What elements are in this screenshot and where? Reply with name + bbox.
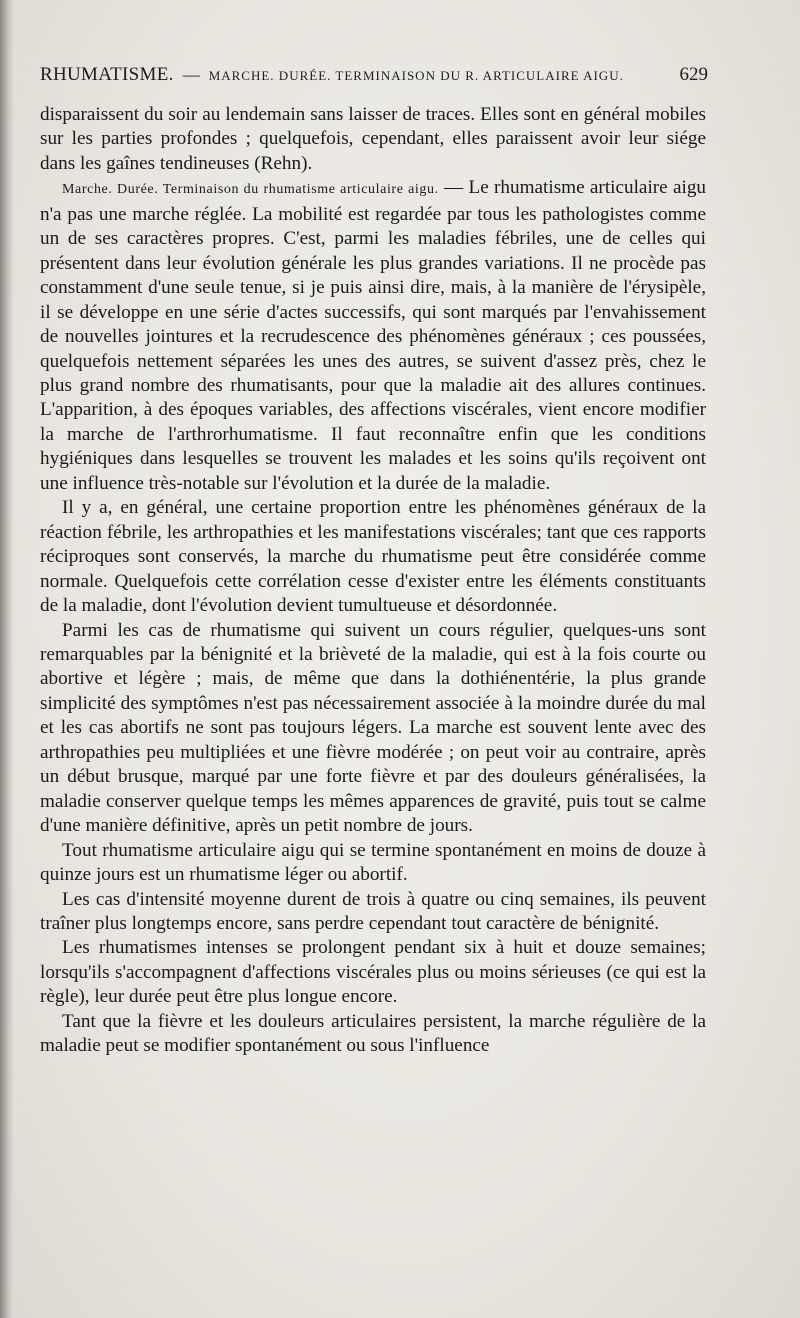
header-separator: — xyxy=(182,65,200,84)
paragraph: Les cas d'intensité moyenne durent de trois à quatre ou cinq semaines, ils peuvent traîner plus longtemps encore, sans perdre cependant tout caractère de bénignité. xyxy=(40,888,706,934)
paragraph: Il y a, en général, une certaine proportion entre les phénomènes généraux de la réaction fébrile, les arthropathies et les manifestations viscérales; tant que ces rapports réciproques sont conservés, la marche du rhumatisme peut être considérée comme normale. Quelquefois cette corrélation cesse d'exister entre les éléments constituants de la maladie, dont l'évolution devient tumultueuse et désordonnée. xyxy=(40,497,706,617)
paragraph-continues: Tant que la fièvre et les douleurs articulaires persistent, la marche régulière de la maladie peut se modifier spontanément ou sous l'influence xyxy=(40,1010,706,1057)
page-number: 629 xyxy=(679,64,708,85)
running-subtitle: MARCHE. DURÉE. TERMINAISON DU R. ARTICULAIRE AIGU. xyxy=(208,68,624,83)
paragraph: Tout rhumatisme articulaire aigu qui se termine spontanément en moins de douze à quinze jours est un rhumatisme léger ou abortif. xyxy=(40,839,706,886)
paragraph: Les rhumatismes intenses se prolongent pendant six à huit et douze semaines; lorsqu'ils s'accompagnent d'affections viscérales plus ou moins sérieuses (ce qui est la règle), leur durée peut être plus longue encore. xyxy=(40,937,706,1008)
binding-gutter-shadow xyxy=(0,0,14,1318)
running-header xyxy=(40,64,708,86)
running-title: RHUMATISME. xyxy=(40,64,174,85)
paragraph-section-start xyxy=(40,176,706,496)
section-heading: Marche. Durée. Terminaison du rhumatisme articulaire aigu. xyxy=(62,182,439,198)
body-text xyxy=(40,103,706,1059)
paragraph-continued: disparaissent du soir au lendemain sans laisser de traces. Elles sont en général mobiles sur les parties profondes ; quelquefois, cependant, elles paraissent avoir leur siége dans les gaînes tendineuses (Rehn). xyxy=(40,104,706,174)
paragraph: Parmi les cas de rhumatisme qui suivent un cours régulier, quelques-uns sont remarquables par la bénignité et la brièveté de la maladie, qui est à la fois courte ou abortive et légère ; mais, de même que dans la dothiénentérie, la plus grande simplicité des symptômes n'est pas nécessairement associée à la moindre durée du mal et les cas abortifs ne sont pas toujours légers. La marche est souvent lente avec des arthropathies peu multipliées et une fièvre modérée ; on peut voir au contraire, après un début brusque, marqué par une forte fièvre et par des douleurs généralisées, la maladie conserver quelque temps les mêmes apparences de gravité, puis tout se calme d'une manière définitive, après un petit nombre de jours. xyxy=(40,619,706,837)
section-dash: — xyxy=(444,177,464,199)
section-text: Le rhumatisme articulaire aigu n'a pas une marche réglée. La mobilité est regardée par tous les pathologistes comme un de ses caractères propres. C'est, parmi les maladies fébriles, une de celles qui présentent dans leur évolution générale les plus grandes variations. Il ne procède pas constamment d'une seule tenue, si je puis ainsi dire, mais, à la manière de l'érysipèle, il se développe en une série d'actes successifs, qui sont marqués par l'envahissement de nouvelles jointures et la recrudescence des phénomènes généraux ; ces poussées, quelquefois nettement séparées les unes des autres, se suivent d'assez près, chez le plus grand nombre des rhumatisants, pour que la maladie ait des allures continues. L'apparition, à des époques variables, des affections viscérales, vient encore modifier la marche de l'arthrorhumatisme. Il faut reconnaître enfin que les conditions hygiéniques dans lesquelles se trouvent les malades et les soins qu'ils reçoivent ont une influence très-notable sur l'évolution et la durée de la maladie. xyxy=(40,177,707,494)
